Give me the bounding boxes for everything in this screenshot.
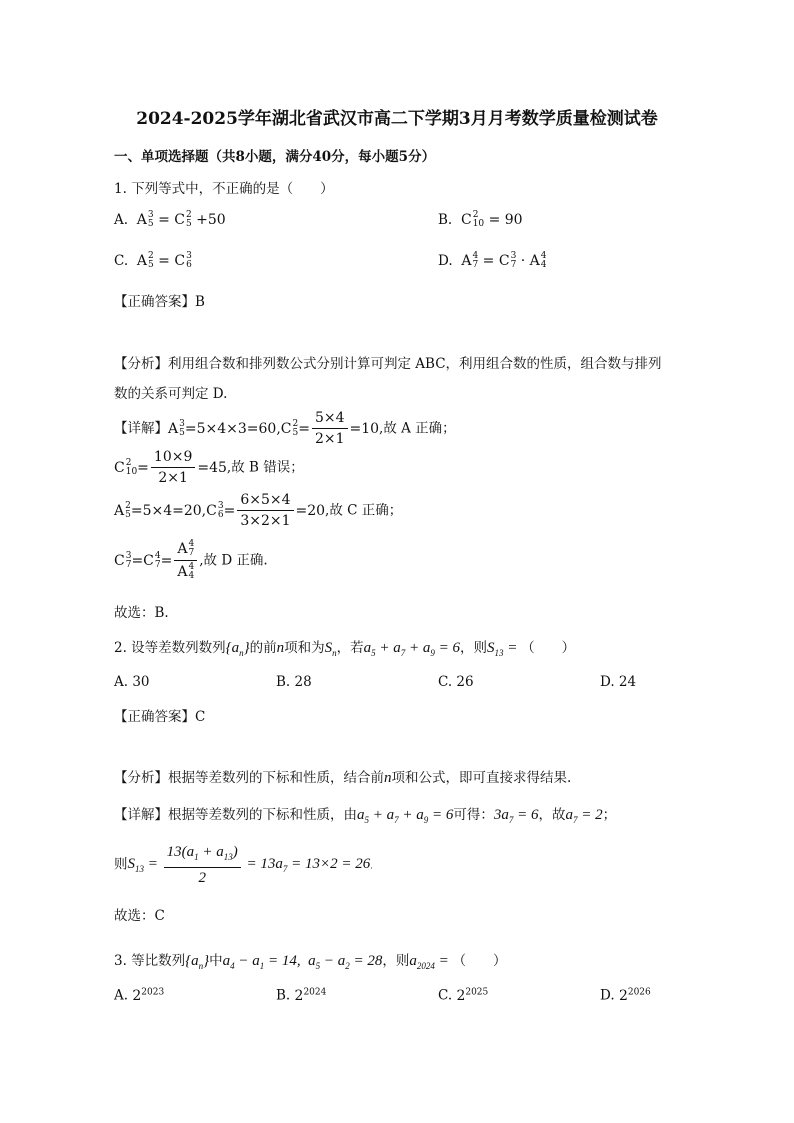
q2-stem xyxy=(114,636,575,658)
q2-result: 则$S_{13}$ = $\frac{13(a_1 + a_{13})}{2}$ = $13a_7 = 13\times 2 = 26$. xyxy=(114,844,373,886)
q2-stem-tail: （ ） xyxy=(521,640,576,656)
q1-detail-b xyxy=(114,449,304,486)
q3-stem xyxy=(114,949,507,971)
q3-option-b-exp: 2024 xyxy=(303,987,327,997)
q1-detail-a xyxy=(114,410,456,447)
q2-analysis xyxy=(114,766,571,787)
q3-stem-mid2: ，则 xyxy=(382,953,410,969)
q1-option-a-formula: A 3 5 = C 2 5 +50 xyxy=(132,210,226,229)
q3-stem-tail: （ ） xyxy=(452,953,507,969)
q3-option-a-exp: 2023 xyxy=(141,987,165,997)
q3-option-a-label: A. xyxy=(114,987,129,1004)
q1-detail-b-tail: ,故 B 错误； xyxy=(226,459,304,476)
q1-detail-c xyxy=(114,492,402,529)
q2-then: 则 xyxy=(114,856,128,873)
q1-detail-a-tail: ,故 A 正确； xyxy=(379,420,456,437)
q3-option-d-label: D. xyxy=(600,987,615,1004)
q3-option-c: C. $2^{2025}$ xyxy=(438,987,489,1004)
q2-condition: $a_5 + a_7 + a_9 = 6$ xyxy=(363,640,461,658)
q1-analysis-line2: 数的关系可判定 D. xyxy=(114,386,228,402)
q1-choice: 故选：B. xyxy=(114,605,169,621)
q2-analysis-b: 项和公式，即可直接求得结果. xyxy=(391,770,572,786)
q1-detail-label: 【详解】 xyxy=(114,420,168,437)
q2-target: $S_{13}$ = xyxy=(487,640,522,658)
q2-stem-prefix: 2. 设等差数列数列 xyxy=(114,640,226,656)
q2-analysis-n: n xyxy=(384,770,392,786)
q1-detail-d-tail: ,故 D 正确. xyxy=(199,552,268,569)
q2-analysis-a: 【分析】根据等差数列的下标和性质，结合前 xyxy=(114,770,384,786)
q1-detail-b-formula: C 2 10 = $\frac{10\times 9}{2\times 1}$ =45 xyxy=(114,449,227,486)
q1-option-d-label: D. xyxy=(438,253,453,269)
q2-detail-b: 可得： xyxy=(453,807,494,823)
q1-option-c-formula: A 2 5 = C 3 6 xyxy=(132,251,192,270)
q1-detail-d-formula: C 3 7 =C 4 7 = A 4 7 A 4 4 xyxy=(114,553,199,569)
q2-option-d: D. 24 xyxy=(600,674,637,690)
q2-var-n: n xyxy=(276,640,285,656)
q1-option-b xyxy=(438,211,523,229)
q2-var-sn: $S_n$ xyxy=(324,640,337,658)
q1-option-d xyxy=(438,252,547,270)
q3-stem-prefix: 3. 等比数列 xyxy=(114,953,186,969)
q1-option-d-formula: A 4 7 = C 3 7 · A 4 4 xyxy=(456,251,547,270)
q1-option-a-label: A. xyxy=(114,212,129,228)
q1-stem: 1. 下列等式中，不正确的是（ ） xyxy=(114,181,334,197)
q3-cond: $a_4 - a_1 = 14$, $a_5 - a_2 = 28$ xyxy=(222,953,383,971)
q3-option-b-label: B. xyxy=(276,987,291,1004)
q3-option-b: B. $2^{2024}$ xyxy=(276,987,327,1004)
q3-option-c-exp: 2025 xyxy=(465,987,489,997)
q3-option-c-label: C. xyxy=(438,987,453,1004)
q2-stem-mid2: 项和为 xyxy=(284,640,325,656)
q3-option-d: D. $2^{2026}$ xyxy=(600,987,651,1004)
q2-stem-mid4: ，则 xyxy=(460,640,488,656)
q1-option-c-label: C. xyxy=(114,253,129,269)
q2-seq-an: $\{a_n\}$ xyxy=(225,640,250,658)
q1-detail-d xyxy=(114,540,268,581)
q2-detail-a: 【详解】根据等差数列的下标和性质，由 xyxy=(114,807,357,823)
q2-choice: 故选：C xyxy=(114,908,165,924)
section-heading: 一、单项选择题（共8小题，满分40分，每小题5分） xyxy=(114,149,436,165)
q3-stem-mid1: 中 xyxy=(209,953,223,969)
q3-option-a: A. $2^{2023}$ xyxy=(114,987,165,1004)
q3-seq-an: $\{a_n\}$ xyxy=(185,953,210,971)
q1-detail-c-tail: ,故 C 正确； xyxy=(325,502,403,519)
q2-result-formula: $S_{13}$ = $\frac{13(a_1 + a_{13})}{2}$ = $13a_7 = 13\times 2 = 26$ xyxy=(127,844,371,886)
q1-detail-c-formula: A 2 5 =5×4=20,C 3 6 = $\frac{6\times 5\times 4}{3\times 2\times 1}$ =20 xyxy=(114,492,326,529)
q1-detail-a-formula: A 3 5 =5×4×3=60,C 2 5 = $\frac{5\times 4}{2\times 1}$ =10 xyxy=(168,410,380,447)
q2-answer: 【正确答案】C xyxy=(114,709,206,725)
q2-detail-d: ； xyxy=(602,807,617,823)
page-title: 2024-2025学年湖北省武汉市高二下学期3月月考数学质量检测试卷 xyxy=(136,109,658,129)
q1-analysis-line1: 【分析】利用组合数和排列数公式分别计算可判定 ABC，利用组合数的性质，组合数与排列 xyxy=(114,356,662,372)
q1-answer: 【正确答案】B xyxy=(114,294,205,310)
q2-option-a: A. 30 xyxy=(114,674,150,690)
q2-detail-eq2: $a_7 = 2$ xyxy=(565,807,603,825)
q2-detail-c: ，故 xyxy=(538,807,566,823)
q2-option-c: C. 26 xyxy=(438,674,474,690)
q2-stem-mid3: ，若 xyxy=(336,640,364,656)
q2-stem-mid1: 的前 xyxy=(249,640,277,656)
q3-option-d-exp: 2026 xyxy=(627,987,651,997)
q1-option-a xyxy=(114,211,226,229)
q2-detail-cond: $a_5 + a_7 + a_9 = 6$ xyxy=(357,807,454,825)
q2-option-b: B. 28 xyxy=(276,674,312,690)
q2-detail xyxy=(114,803,616,825)
q1-option-b-label: B. xyxy=(438,212,453,228)
q1-option-c xyxy=(114,252,192,270)
q3-target: $a_{2024}$ = xyxy=(409,953,453,971)
q2-detail-eq1: $3a_7 = 6$ xyxy=(493,807,539,825)
q1-option-b-formula: C 2 10 = 90 xyxy=(456,210,523,229)
